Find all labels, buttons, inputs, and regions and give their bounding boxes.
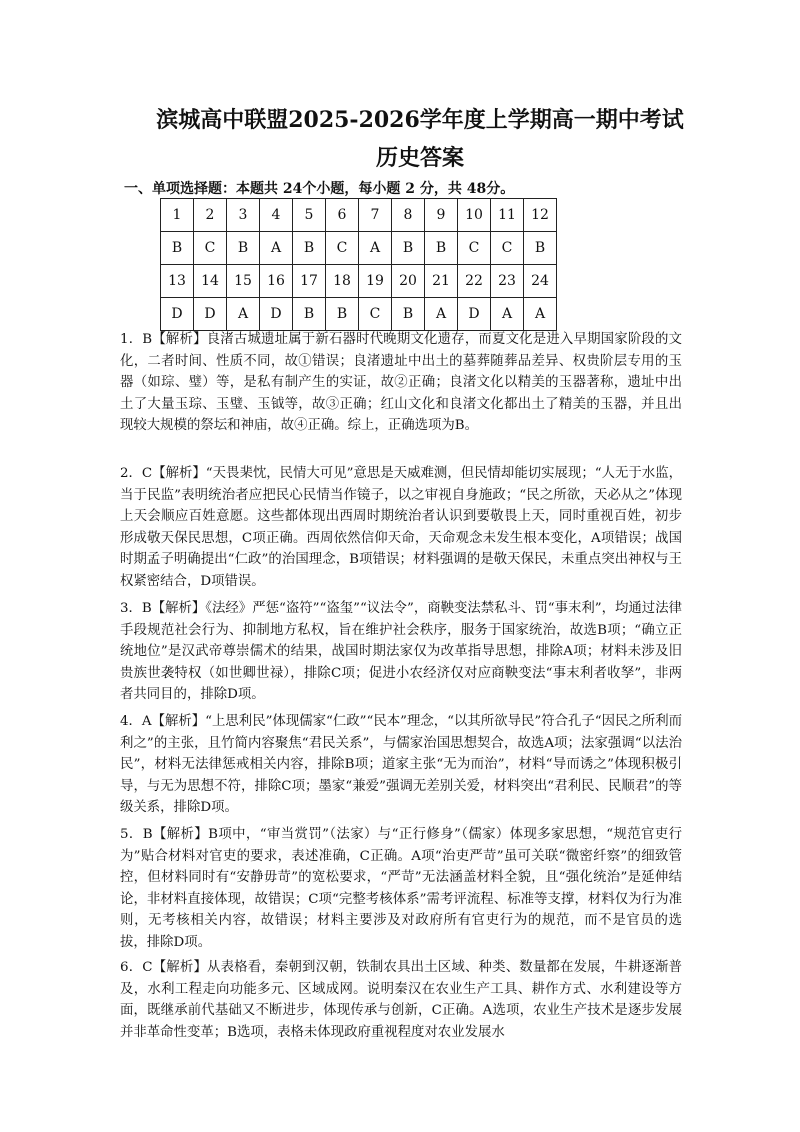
explanation-6: 6．C【解析】从表格看，秦朝到汉朝，铁制农具出土区域、种类、数量都在发展，牛耕逐渐普及，水利工程走向功能多元、区域成网。说明秦汉在农业生产工具、耕作方式、水利建设等方面，既继承前代基础又不断进步，体现传承与创新，C正确。A选项，农业生产技术是逐步发展并非革命性变革；B选项，表格未体现政府重视程度对农业发展水 xyxy=(120,960,682,1040)
question-number-cell: 20 xyxy=(392,265,425,298)
answer-cell: A xyxy=(524,298,557,331)
answer-cell: D xyxy=(260,298,293,331)
answer-cell: D xyxy=(194,298,227,331)
question-number-cell: 13 xyxy=(161,265,194,298)
question-number-cell: 15 xyxy=(227,265,260,298)
question-number-cell: 12 xyxy=(524,199,557,232)
table-row xyxy=(161,232,557,265)
explanation-4: 4．A【解析】“上思利民”体现儒家“仁政”“民本”理念，“以其所欲导民”符合孔子“因民之所利而利之”的主张，且竹简内容聚焦“君民关系”，与儒家治国思想契合，故选A项；法家强调“以法治民”，材料无法律惩戒相关内容，排除B项；道家主张“无为而治”，材料“导而诱之”体现积极引导，与无为思想不符，排除C项；墨家“兼爱”强调无差别关爱，材料突出“君利民、民顺君”的等级关系，排除D项。 xyxy=(120,714,682,815)
question-number-cell: 1 xyxy=(161,199,194,232)
answer-cell: B xyxy=(392,298,425,331)
answer-cell: A xyxy=(359,232,392,265)
question-number-cell: 21 xyxy=(425,265,458,298)
table-row xyxy=(161,199,557,232)
answer-cell: C xyxy=(491,232,524,265)
question-number-cell: 7 xyxy=(359,199,392,232)
question-number-cell: 3 xyxy=(227,199,260,232)
answer-cell: A xyxy=(260,232,293,265)
answer-cell: B xyxy=(326,298,359,331)
explanation-1: 1．B【解析】良渚古城遗址属于新石器时代晚期文化遗存，而夏文化是进入早期国家阶段的文化，二者时间、性质不同，故①错误；良渚遗址中出土的墓葬随葬品差异、权贵阶层专用的玉器（如琮、璧）等，是私有制产生的实证，故②正确；良渚文化以精美的玉器著称，遗址中出土了大量玉琮、玉璧、玉钺等，故③正确；红山文化和良渚文化都出土了精美的玉器，并且出现较大规模的祭坛和神庙，故④正确。综上，正确选项为B。 xyxy=(120,332,682,433)
answer-cell: B xyxy=(293,298,326,331)
answer-cell: D xyxy=(161,298,194,331)
answer-cell: C xyxy=(359,298,392,331)
answer-cell: C xyxy=(326,232,359,265)
question-number-cell: 11 xyxy=(491,199,524,232)
answer-cell: A xyxy=(227,298,260,331)
answer-cell: B xyxy=(161,232,194,265)
question-number-cell: 17 xyxy=(293,265,326,298)
question-number-cell: 2 xyxy=(194,199,227,232)
question-number-cell: 14 xyxy=(194,265,227,298)
question-number-cell: 19 xyxy=(359,265,392,298)
table-row xyxy=(161,298,557,331)
answer-cell: D xyxy=(458,298,491,331)
table-row xyxy=(161,265,557,298)
question-number-cell: 22 xyxy=(458,265,491,298)
page-title: 滨城高中联盟2025-2026学年度上学期高一期中考试 xyxy=(156,107,684,133)
page-subtitle: 历史答案 xyxy=(375,145,464,171)
question-number-cell: 4 xyxy=(260,199,293,232)
explanation-2: 2．C【解析】“天畏棐忱，民情大可见”意思是天威难测，但民情却能切实展现；“人无于水监，当于民监”表明统治者应把民心民情当作镜子，以之审视自身施政；“民之所欲，天必从之”体现上天会顺应百姓意愿。这些都体现出西周时期统治者认识到要敬畏上天，同时重视百姓，初步形成敬天保民思想，C项正确。西周依然信仰天命，天命观念未发生根本变化，A项错误；战国时期孟子明确提出“仁政”的治国理念，B项错误；材料强调的是敬天保民，未重点突出神权与王权紧密结合，D项错误。 xyxy=(120,466,682,589)
answer-cell: B xyxy=(524,232,557,265)
answer-cell: A xyxy=(491,298,524,331)
question-number-cell: 8 xyxy=(392,199,425,232)
question-number-cell: 9 xyxy=(425,199,458,232)
answer-cell: C xyxy=(194,232,227,265)
question-number-cell: 10 xyxy=(458,199,491,232)
question-number-cell: 24 xyxy=(524,265,557,298)
answer-cell: B xyxy=(425,232,458,265)
answer-cell: A xyxy=(425,298,458,331)
question-number-cell: 18 xyxy=(326,265,359,298)
answer-cell: B xyxy=(293,232,326,265)
question-number-cell: 6 xyxy=(326,199,359,232)
question-number-cell: 23 xyxy=(491,265,524,298)
answer-table xyxy=(160,198,557,331)
question-number-cell: 5 xyxy=(293,199,326,232)
answer-cell: B xyxy=(227,232,260,265)
question-number-cell: 16 xyxy=(260,265,293,298)
explanation-3: 3．B【解析】《法经》严惩“盗符”“盗玺”“议法令”，商鞅变法禁私斗、罚“事末利”，均通过法律手段规范社会行为、抑制地方私权，旨在维护社会秩序，服务于国家统治，故选B项；“确立正统地位”是汉武帝尊崇儒术的结果，战国时期法家仅为改革指导思想，排除A项；材料未涉及旧贵族世袭特权（如世卿世禄），排除C项；促进小农经济仅对应商鞅变法“事末利者收孥”，非两者共同目的，排除D项。 xyxy=(120,601,682,702)
answer-cell: B xyxy=(392,232,425,265)
answer-cell: C xyxy=(458,232,491,265)
explanation-5: 5．B【解析】B项中，“审当赏罚”（法家）与“正行修身”（儒家）体现多家思想，“规范官吏行为”贴合材料对官吏的要求，表述准确，C正确。A项“治吏严苛”虽可关联“微密纤察”的细致管控，但材料同时有“安静毋苛”的宽松要求，“严苛”无法涵盖材料全貌，且“强化统治”是延伸结论，非材料直接体现，故错误；C项“完整考核体系”需考评流程、标准等支撑，材料仅为行为准则，无考核相关内容，故错误；材料主要涉及对政府所有官吏行为的规范，而不是官员的选拔，排除D项。 xyxy=(120,827,682,950)
section-heading: 一、单项选择题：本题共 24个小题，每小题 2 分，共 48分。 xyxy=(124,181,515,197)
